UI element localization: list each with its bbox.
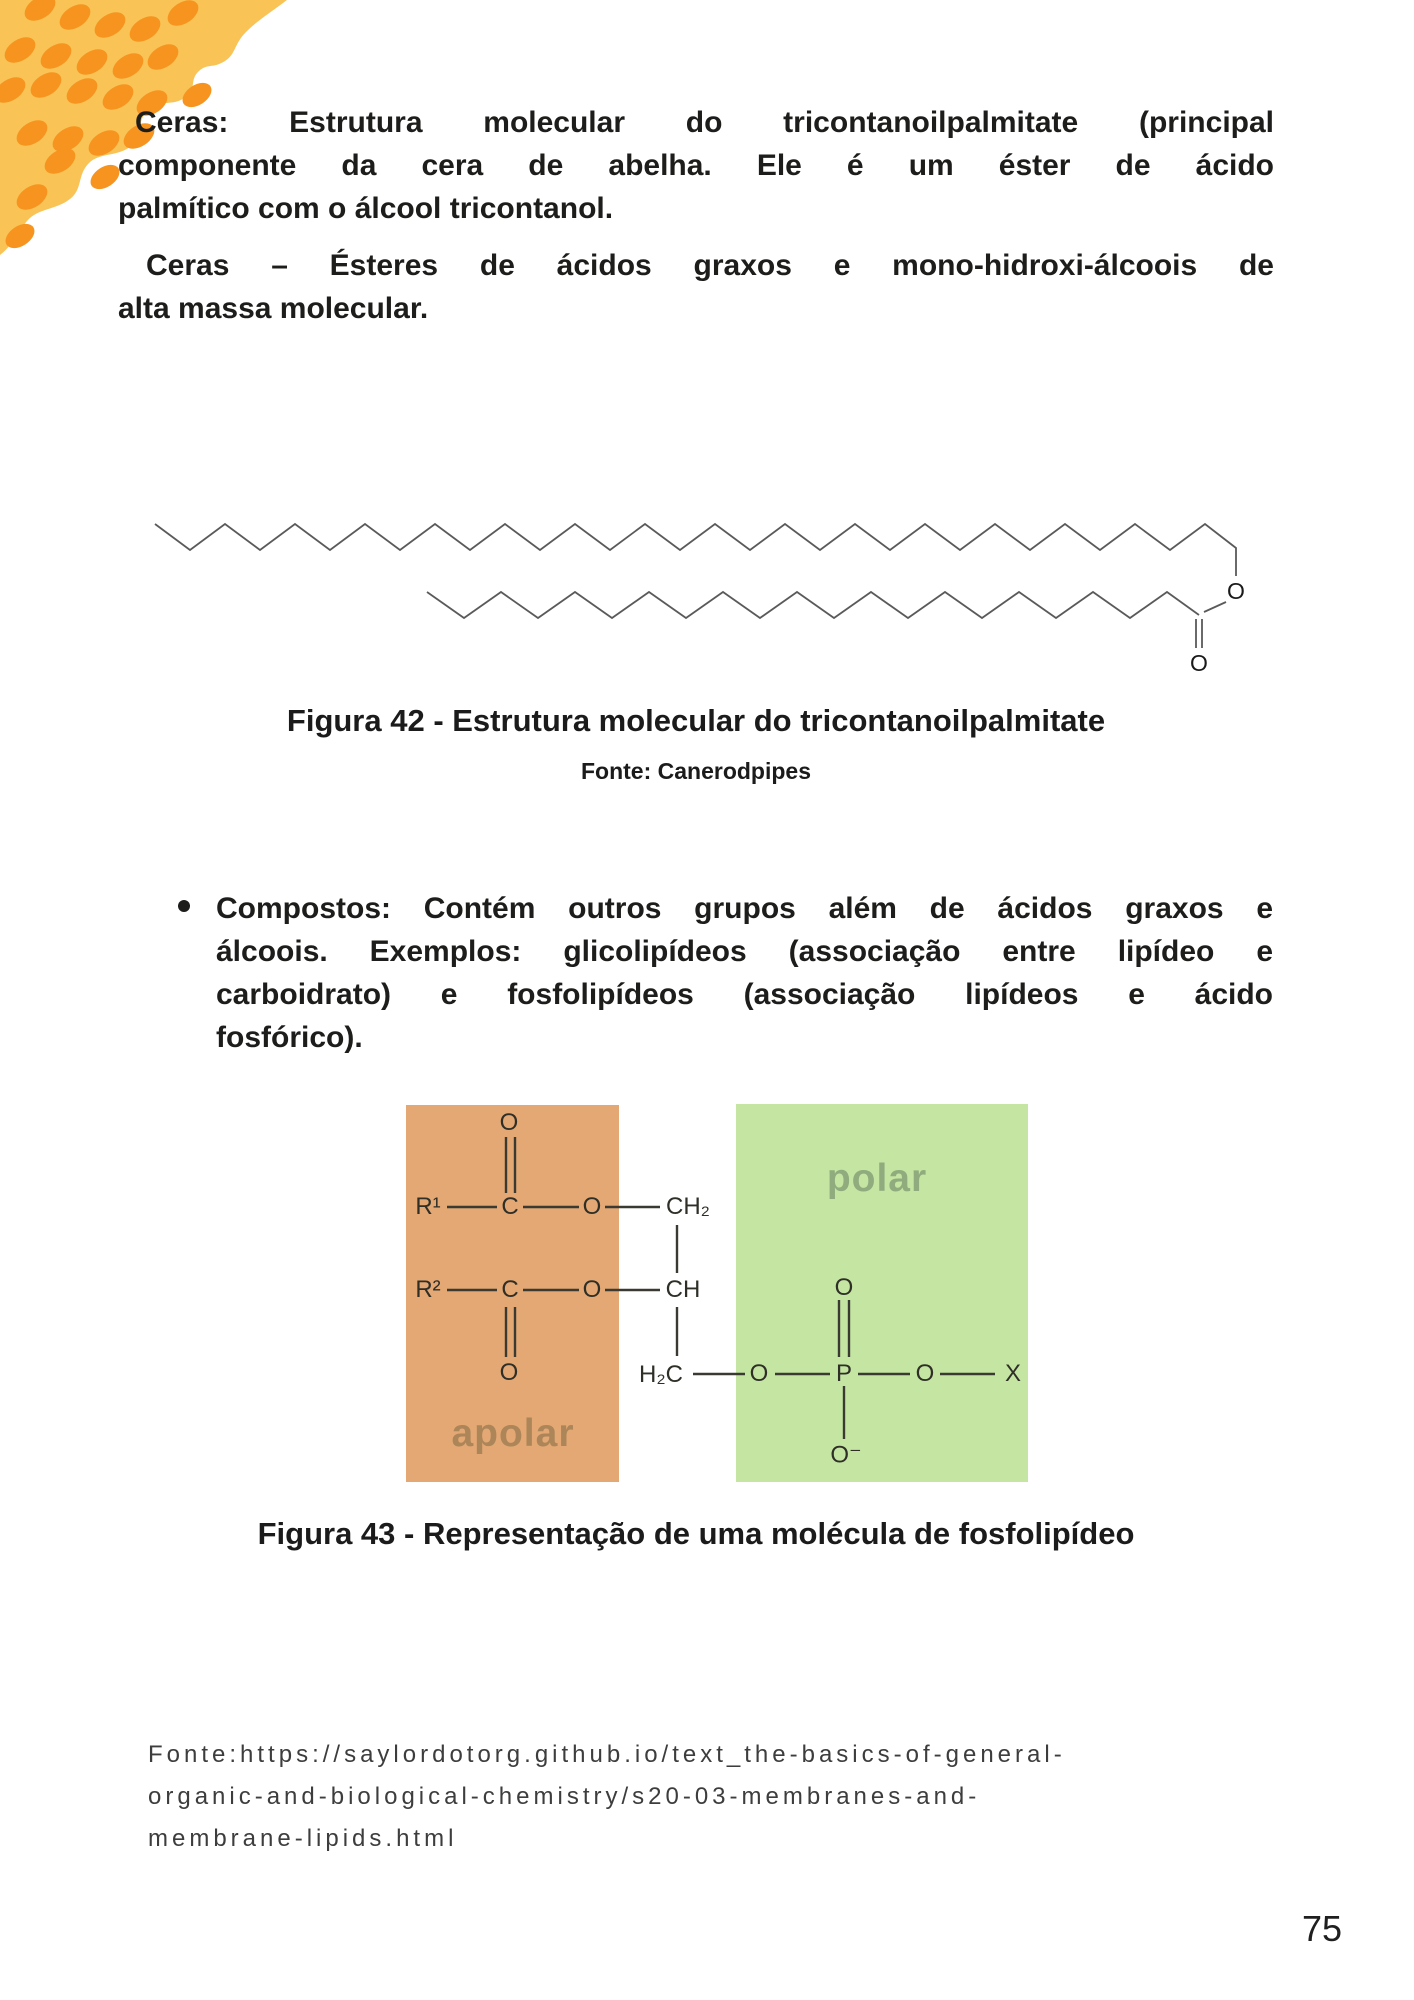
atom-o-ester1: O [582, 1193, 602, 1220]
atom-c1: C [501, 1193, 519, 1220]
paragraph-line: Ceras: Estrutura molecular do tricontanoilpalmitate (principal [135, 106, 1274, 139]
footer-source [148, 1734, 1148, 1860]
figure43-caption: Figura 43 - Representação de uma molécula de fosfolipídeo [257, 1516, 1135, 1551]
footer-line: Fonte:https://saylordotorg.github.io/text_the-basics-of-general- [148, 1741, 1066, 1768]
figure42-molecule [130, 495, 1290, 695]
paragraph-compostos [216, 887, 1273, 1059]
paragraph-line: palmítico com o álcool tricontanol. [118, 192, 614, 225]
paragraph-ceras-esteres [118, 244, 1274, 330]
alkyl-chain-top [155, 524, 1236, 576]
figure42-caption: Figura 42 - Estrutura molecular do tricontanoilpalmitate [286, 703, 1106, 738]
ester-c-o-bond [1204, 602, 1226, 612]
atom-o-ester2: O [582, 1276, 602, 1303]
bullet-marker [178, 900, 190, 912]
atom-p: P [835, 1360, 853, 1387]
paragraph-line: componente da cera de abelha. Ele é um éster de ácido [118, 149, 1274, 182]
paragraph-line: carboidrato) e fosfolipídeos (associação lipídeos e ácido [216, 978, 1273, 1011]
figure43-phospholipid-diagram [375, 1095, 1035, 1493]
phospholipid-bonds [375, 1095, 1035, 1493]
paragraph-line: fosfórico). [216, 1021, 363, 1054]
c1-o-double-bond [506, 1137, 515, 1193]
polar-label: polar [826, 1157, 928, 1200]
carbonyl-double-bond [1196, 619, 1202, 648]
atom-c2: C [501, 1276, 519, 1303]
atom-o-top: O [499, 1109, 519, 1136]
atom-o-link: O [749, 1360, 769, 1387]
p-o-double-bond [839, 1300, 849, 1357]
paragraph-line: Compostos: Contém outros grupos além de ácidos graxos e [216, 892, 1273, 925]
molecule-zigzag-drawing [130, 495, 1290, 695]
atom-o-bottom: O [499, 1359, 519, 1386]
paragraph-line: Ceras – Ésteres de ácidos graxos e mono-hidroxi-álcoois de [146, 249, 1274, 282]
paragraph-ceras-estrutura [118, 101, 1274, 230]
atom-ch2: CH₂ [666, 1193, 710, 1220]
atom-h2c: H₂C [639, 1361, 683, 1388]
figure42-source: Fonte: Canerodpipes [580, 758, 811, 784]
atom-o-minus: O⁻ [830, 1441, 862, 1469]
footer-line: membrane-lipids.html [148, 1825, 458, 1852]
atom-o-right: O [915, 1360, 935, 1387]
apolar-label: apolar [451, 1412, 575, 1455]
atom-r1: R¹ [415, 1193, 441, 1220]
paragraph-line: álcoois. Exemplos: glicolipídeos (associação entre lipídeo e [216, 935, 1273, 968]
alkyl-chain-bottom [427, 592, 1199, 618]
atom-o-above-p: O [834, 1274, 854, 1301]
carbonyl-oxygen-label: O [1190, 650, 1208, 676]
paragraph-line: alta massa molecular. [118, 292, 429, 325]
atom-r2: R² [415, 1276, 441, 1303]
ester-oxygen-label: O [1227, 578, 1245, 604]
c2-o-double-bond [506, 1307, 515, 1357]
footer-line: organic-and-biological-chemistry/s20-03-membranes-and- [148, 1783, 981, 1810]
page-number: 75 [1302, 1908, 1343, 1949]
atom-x: X [1004, 1360, 1022, 1387]
atom-ch: CH [665, 1276, 701, 1303]
